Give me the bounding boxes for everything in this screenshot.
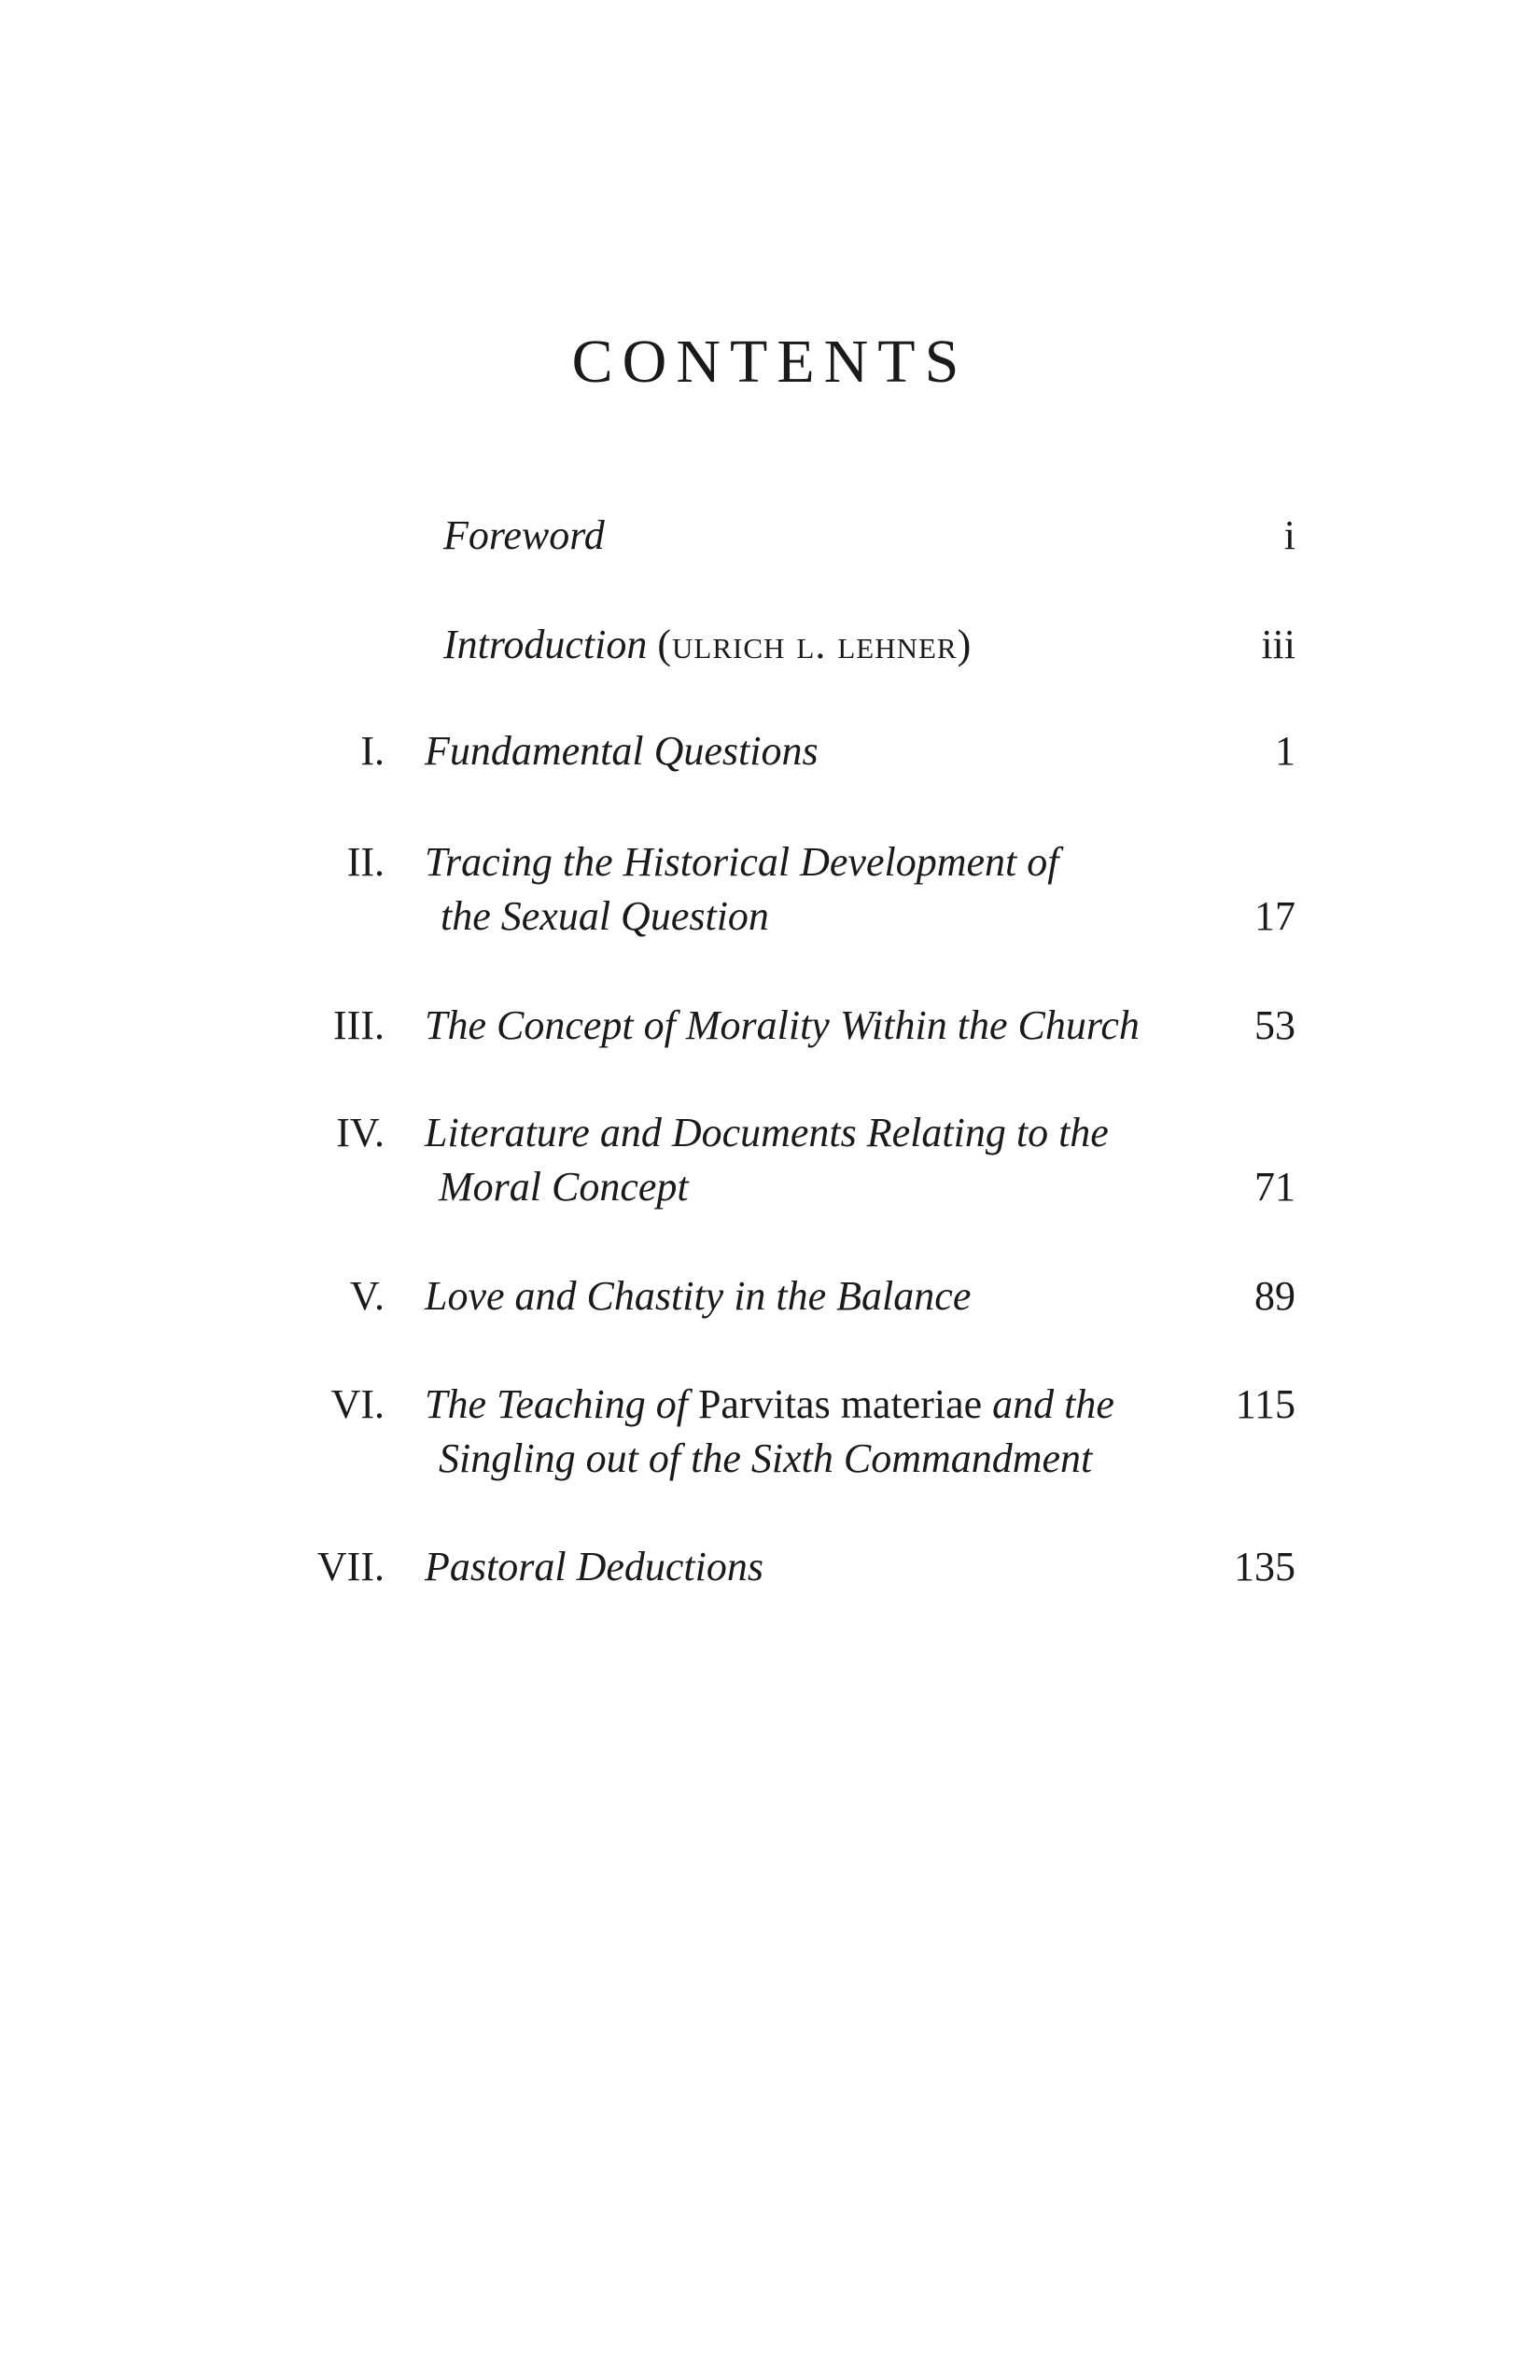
toc-entry-title: The Concept of Morality Within the Church bbox=[425, 1002, 1140, 1048]
toc-entry-title-part-a: The Teaching of bbox=[425, 1381, 688, 1427]
toc-entry-title: Foreword bbox=[443, 512, 605, 558]
toc-entry-title-line2: Moral Concept bbox=[439, 1164, 689, 1210]
toc-entry-numeral: III. bbox=[333, 1002, 385, 1048]
toc-entry-title-part-c: and the bbox=[992, 1381, 1114, 1427]
toc-entry-page: 115 bbox=[1235, 1381, 1295, 1427]
toc-entry-title-line1: Literature and Documents Relating to the bbox=[425, 1110, 1109, 1155]
toc-entry-title-part-b: Parvitas materiae bbox=[697, 1381, 983, 1427]
toc-entry-numeral: V. bbox=[349, 1273, 385, 1319]
toc-entry-page: 71 bbox=[1254, 1164, 1295, 1210]
toc-entry-numeral: VI. bbox=[330, 1381, 385, 1427]
toc-entry-page: i bbox=[1283, 512, 1295, 558]
toc-entry-title bbox=[443, 618, 972, 672]
toc-entry-title-line1 bbox=[425, 1378, 1114, 1432]
toc-entry-title: Love and Chastity in the Balance bbox=[425, 1273, 972, 1319]
toc-entry-author: (ulrich l. lehner) bbox=[657, 622, 973, 667]
toc-entry-numeral: II. bbox=[346, 839, 385, 885]
toc-entry-page: 17 bbox=[1254, 893, 1295, 939]
toc-entry-title-text: Introduction bbox=[443, 622, 648, 667]
toc-entry-page: 1 bbox=[1275, 728, 1295, 774]
toc-entry-page: iii bbox=[1261, 622, 1295, 667]
toc-entry-page: 53 bbox=[1254, 1002, 1295, 1048]
toc-entry-title-line1: Tracing the Historical Development of bbox=[425, 839, 1059, 885]
toc-entry-page: 89 bbox=[1254, 1273, 1295, 1319]
toc-entry-numeral: VII. bbox=[316, 1544, 385, 1589]
toc-entry-title-line2: Singling out of the Sixth Commandment bbox=[439, 1435, 1093, 1481]
contents-heading: CONTENTS bbox=[571, 328, 969, 396]
toc-entry-title: Pastoral Deductions bbox=[425, 1544, 763, 1589]
toc-entry-numeral: I. bbox=[360, 728, 385, 774]
toc-entry-numeral: IV. bbox=[336, 1110, 385, 1155]
toc-entry-title: Fundamental Questions bbox=[425, 728, 819, 774]
toc-entry-page: 135 bbox=[1234, 1544, 1295, 1589]
toc-entry-title-line2: the Sexual Question bbox=[441, 893, 769, 939]
